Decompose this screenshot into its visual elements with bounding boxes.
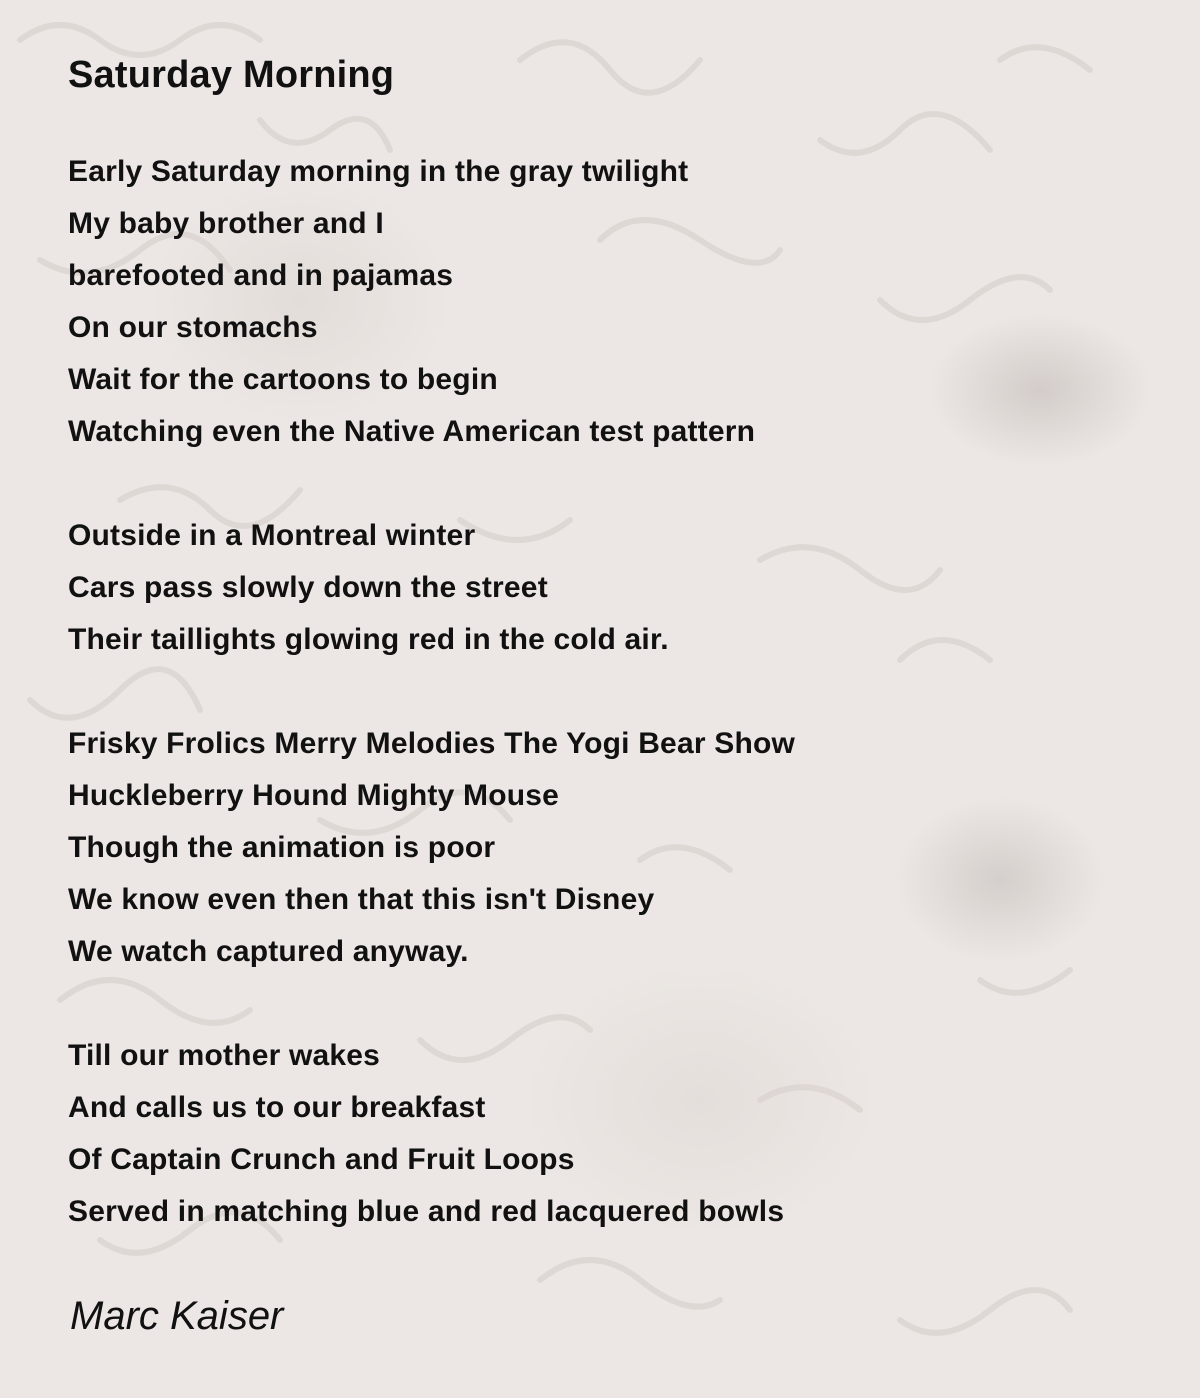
- stanza-1: [68, 146, 1148, 458]
- poem-line: Till our mother wakes: [68, 1039, 381, 1072]
- poem-line: We know even then that this isn't Disney: [68, 883, 655, 916]
- poem-author: Marc Kaiser: [70, 1294, 284, 1338]
- poem-line: Wait for the cartoons to begin: [68, 363, 498, 396]
- poem-line: Though the animation is poor: [68, 831, 496, 864]
- poem-line: On our stomachs: [68, 311, 318, 344]
- poem-line: Early Saturday morning in the gray twilight: [68, 155, 689, 188]
- poem-line: Served in matching blue and red lacquered bowls: [68, 1195, 785, 1228]
- poem-line: Watching even the Native American test pattern: [68, 415, 756, 448]
- poem-line: Cars pass slowly down the street: [68, 571, 548, 604]
- poem-line: Their taillights glowing red in the cold air.: [68, 623, 669, 656]
- poem-line: We watch captured anyway.: [68, 935, 469, 968]
- stanza-3: [68, 718, 1148, 978]
- poem-line: And calls us to our breakfast: [68, 1091, 486, 1124]
- poem-line: Outside in a Montreal winter: [68, 519, 476, 552]
- poem-line: Of Captain Crunch and Fruit Loops: [68, 1143, 575, 1176]
- poem-line: Huckleberry Hound Mighty Mouse: [68, 779, 560, 812]
- poem-container: [68, 50, 1148, 1342]
- poem-line: barefooted and in pajamas: [68, 259, 454, 292]
- poem-title: Saturday Morning: [68, 54, 395, 96]
- poem-line: My baby brother and I: [68, 207, 384, 240]
- stanza-4: [68, 1030, 1148, 1238]
- poem-line: Frisky Frolics Merry Melodies The Yogi Bear Show: [68, 727, 796, 760]
- stanza-2: [68, 510, 1148, 666]
